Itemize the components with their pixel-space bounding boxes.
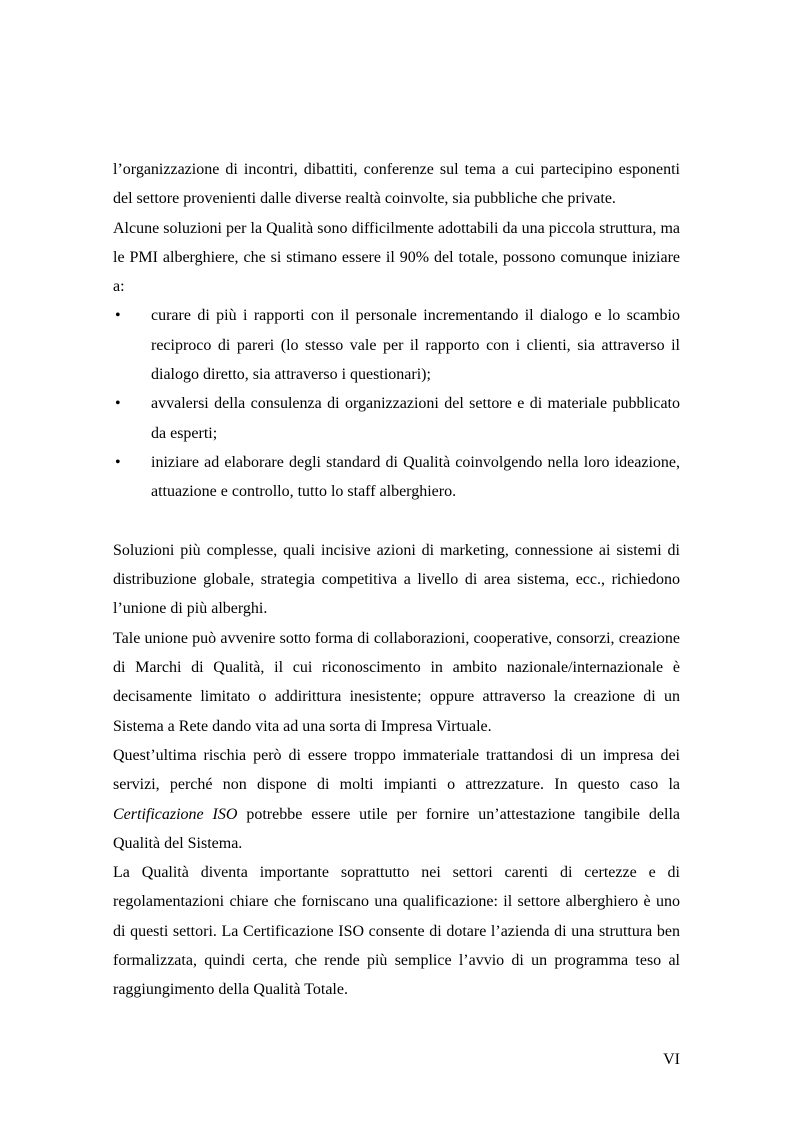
paragraph-line: Sistema a Rete dando vita ad una sorta di Impresa Virtuale. [113, 717, 492, 735]
bullet-line: dialogo diretto, sia attraverso i questionari); [151, 366, 431, 384]
page-number: VI [663, 1051, 680, 1068]
bullet-line: avvalersi della consulenza di organizzazioni del settore e di materiale pubblicato [151, 395, 680, 413]
paragraph [113, 741, 680, 858]
paragraph [113, 155, 680, 214]
paragraph [113, 858, 680, 1004]
paragraph-line: di questi settori. La Certificazione ISO consente di dotare l’azienda di una struttura ben [113, 922, 680, 940]
bullet-line: iniziare ad elaborare degli standard di Qualità coinvolgendo nella loro ideazione, [151, 453, 680, 471]
paragraph-line: Soluzioni più complesse, quali incisive azioni di marketing, connessione ai sistemi di [113, 541, 680, 559]
paragraph-line: di Marchi di Qualità, il cui riconoscimento in ambito nazionale/internazionale è [113, 659, 680, 677]
paragraph-line: Alcune soluzioni per la Qualità sono difficilmente adottabili da una piccola struttura, ma [113, 219, 680, 237]
paragraph-line: Qualità del Sistema. [113, 834, 243, 852]
paragraph-line: l’unione di più alberghi. [113, 600, 268, 618]
paragraph [113, 624, 680, 741]
page-body [113, 155, 680, 1005]
paragraph-line: a: [113, 278, 125, 296]
paragraph-line: servizi, perché non dispone di molti impianti o attrezzature. In questo caso la [113, 776, 680, 794]
paragraph-line: La Qualità diventa importante soprattutto nei settori carenti di certezze e di [113, 864, 680, 882]
paragraph [113, 214, 680, 302]
bullet-line: da esperti; [151, 424, 218, 442]
paragraph-gap [113, 507, 680, 536]
paragraph-line: Tale unione può avvenire sotto forma di collaborazioni, cooperative, consorzi, creazione [113, 629, 680, 647]
paragraph-line: Quest’ultima rischia però di essere troppo immateriale trattandosi di un impresa dei [113, 746, 680, 764]
bullet-item [113, 389, 680, 448]
bullet-line: reciproco di pareri (lo stesso vale per il rapporto con i clienti, sia attraverso il [151, 336, 680, 354]
bullet-symbol: • [115, 453, 121, 471]
bullet-symbol: • [115, 307, 121, 325]
paragraph-line: regolamentazioni chiare che forniscano una qualificazione: il settore alberghiero è uno [113, 893, 680, 911]
paragraph-line: raggiungimento della Qualità Totale. [113, 981, 348, 999]
line-text: potrebbe essere utile per fornire un’attestazione tangibile della [237, 805, 680, 823]
paragraph-line: l’organizzazione di incontri, dibattiti, conferenze sul tema a cui partecipino esponenti [113, 161, 680, 178]
bullet-line: curare di più i rapporti con il personale incrementando il dialogo e lo scambio [151, 307, 680, 325]
paragraph-line: decisamente limitato o addirittura inesistente; oppure attraverso la creazione di un [113, 688, 680, 706]
paragraph [113, 536, 680, 624]
bullet-symbol: • [115, 395, 121, 413]
bullet-list [113, 301, 680, 506]
paragraph-line: distribuzione globale, strategia competitiva a livello di area sistema, ecc., richiedono [113, 571, 680, 589]
paragraph-line [113, 800, 680, 829]
paragraph-line: le PMI alberghiere, che si stimano essere il 90% del totale, possono comunque iniziare [113, 248, 680, 266]
bullet-item [113, 448, 680, 507]
paragraph-line: del settore provenienti dalle diverse realtà coinvolte, sia pubbliche che private. [113, 190, 616, 208]
italic-term: Certificazione ISO [113, 805, 238, 823]
paragraph-line: formalizzata, quindi certa, che rende più semplice l’avvio di un programma teso al [113, 952, 680, 970]
bullet-line: attuazione e controllo, tutto lo staff alberghiero. [151, 483, 457, 501]
bullet-item [113, 301, 680, 389]
